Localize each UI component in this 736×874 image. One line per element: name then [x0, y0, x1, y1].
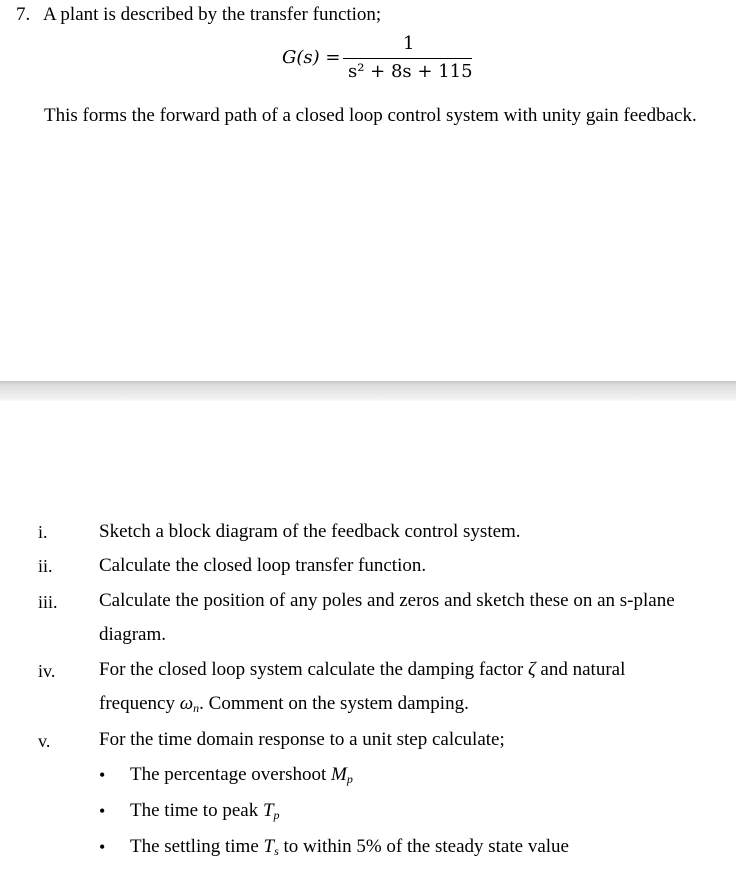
equation-lhs — [282, 47, 341, 68]
bullet-settling-time-tail: to within 5% of the steady state value — [278, 836, 569, 857]
page-separator — [0, 381, 736, 401]
bullet-peak-time-var: T — [262, 800, 274, 821]
forward-path-text: This forms the forward path of a closed loop control system with unity gain feedback. — [44, 105, 697, 126]
bullet-peak-time-sub: p — [273, 808, 280, 822]
part-iv-text-a: For the closed loop system calculate the damping factor — [99, 659, 528, 680]
fraction-numerator: 1 — [403, 33, 415, 54]
bullet-settling-time-sub: s — [274, 844, 279, 858]
equation-equals: = — [325, 47, 341, 68]
part-iv-text-b: and natural — [535, 659, 626, 680]
question-number: 7. — [16, 4, 31, 25]
bullet-settling-time — [130, 836, 569, 859]
bullet-overshoot-var: M — [331, 764, 347, 785]
part-v-text: For the time domain response to a unit step calculate; — [99, 729, 505, 750]
bullet-settling-time-text: The settling time — [130, 836, 264, 857]
equation-symbol: G(s) — [282, 47, 320, 68]
part-iii-numeral: iii. — [38, 592, 58, 612]
part-v-numeral: v. — [38, 731, 51, 751]
bullet-overshoot-sub: p — [346, 772, 353, 786]
part-iv-numeral: iv. — [38, 661, 56, 681]
part-iv-text-line2 — [99, 693, 469, 716]
part-iii-text-line2: diagram. — [99, 624, 167, 645]
bullet-overshoot-text: The percentage overshoot — [130, 764, 331, 785]
bullet-overshoot — [130, 764, 353, 787]
bullet-settling-time-var: T — [263, 836, 275, 857]
part-iii-text-line1: Calculate the position of any poles and zeros and sketch these on an s-plane — [99, 590, 675, 611]
bullet-dot: • — [99, 801, 106, 821]
part-iv-text-d: . Comment on the system damping. — [199, 693, 469, 714]
bullet-dot: • — [99, 837, 106, 857]
question-intro: A plant is described by the transfer function; — [43, 4, 382, 25]
part-iv-text-c: frequency — [99, 693, 180, 714]
zeta-symbol: ζ — [527, 659, 536, 680]
fraction-denominator: s² + 8s + 115 — [348, 61, 473, 82]
omega-symbol: ω — [179, 693, 194, 714]
bullet-peak-time — [130, 800, 280, 823]
part-i-text: Sketch a block diagram of the feedback control system. — [99, 521, 521, 542]
part-i-numeral: i. — [38, 522, 48, 542]
omega-subscript: n — [193, 701, 200, 715]
part-iv-text-line1 — [99, 659, 625, 681]
part-ii-numeral: ii. — [38, 556, 53, 576]
bullet-dot: • — [99, 765, 106, 785]
part-ii-text: Calculate the closed loop transfer function. — [99, 555, 427, 576]
bullet-peak-time-text: The time to peak — [130, 800, 263, 821]
fraction-bar — [343, 58, 472, 59]
